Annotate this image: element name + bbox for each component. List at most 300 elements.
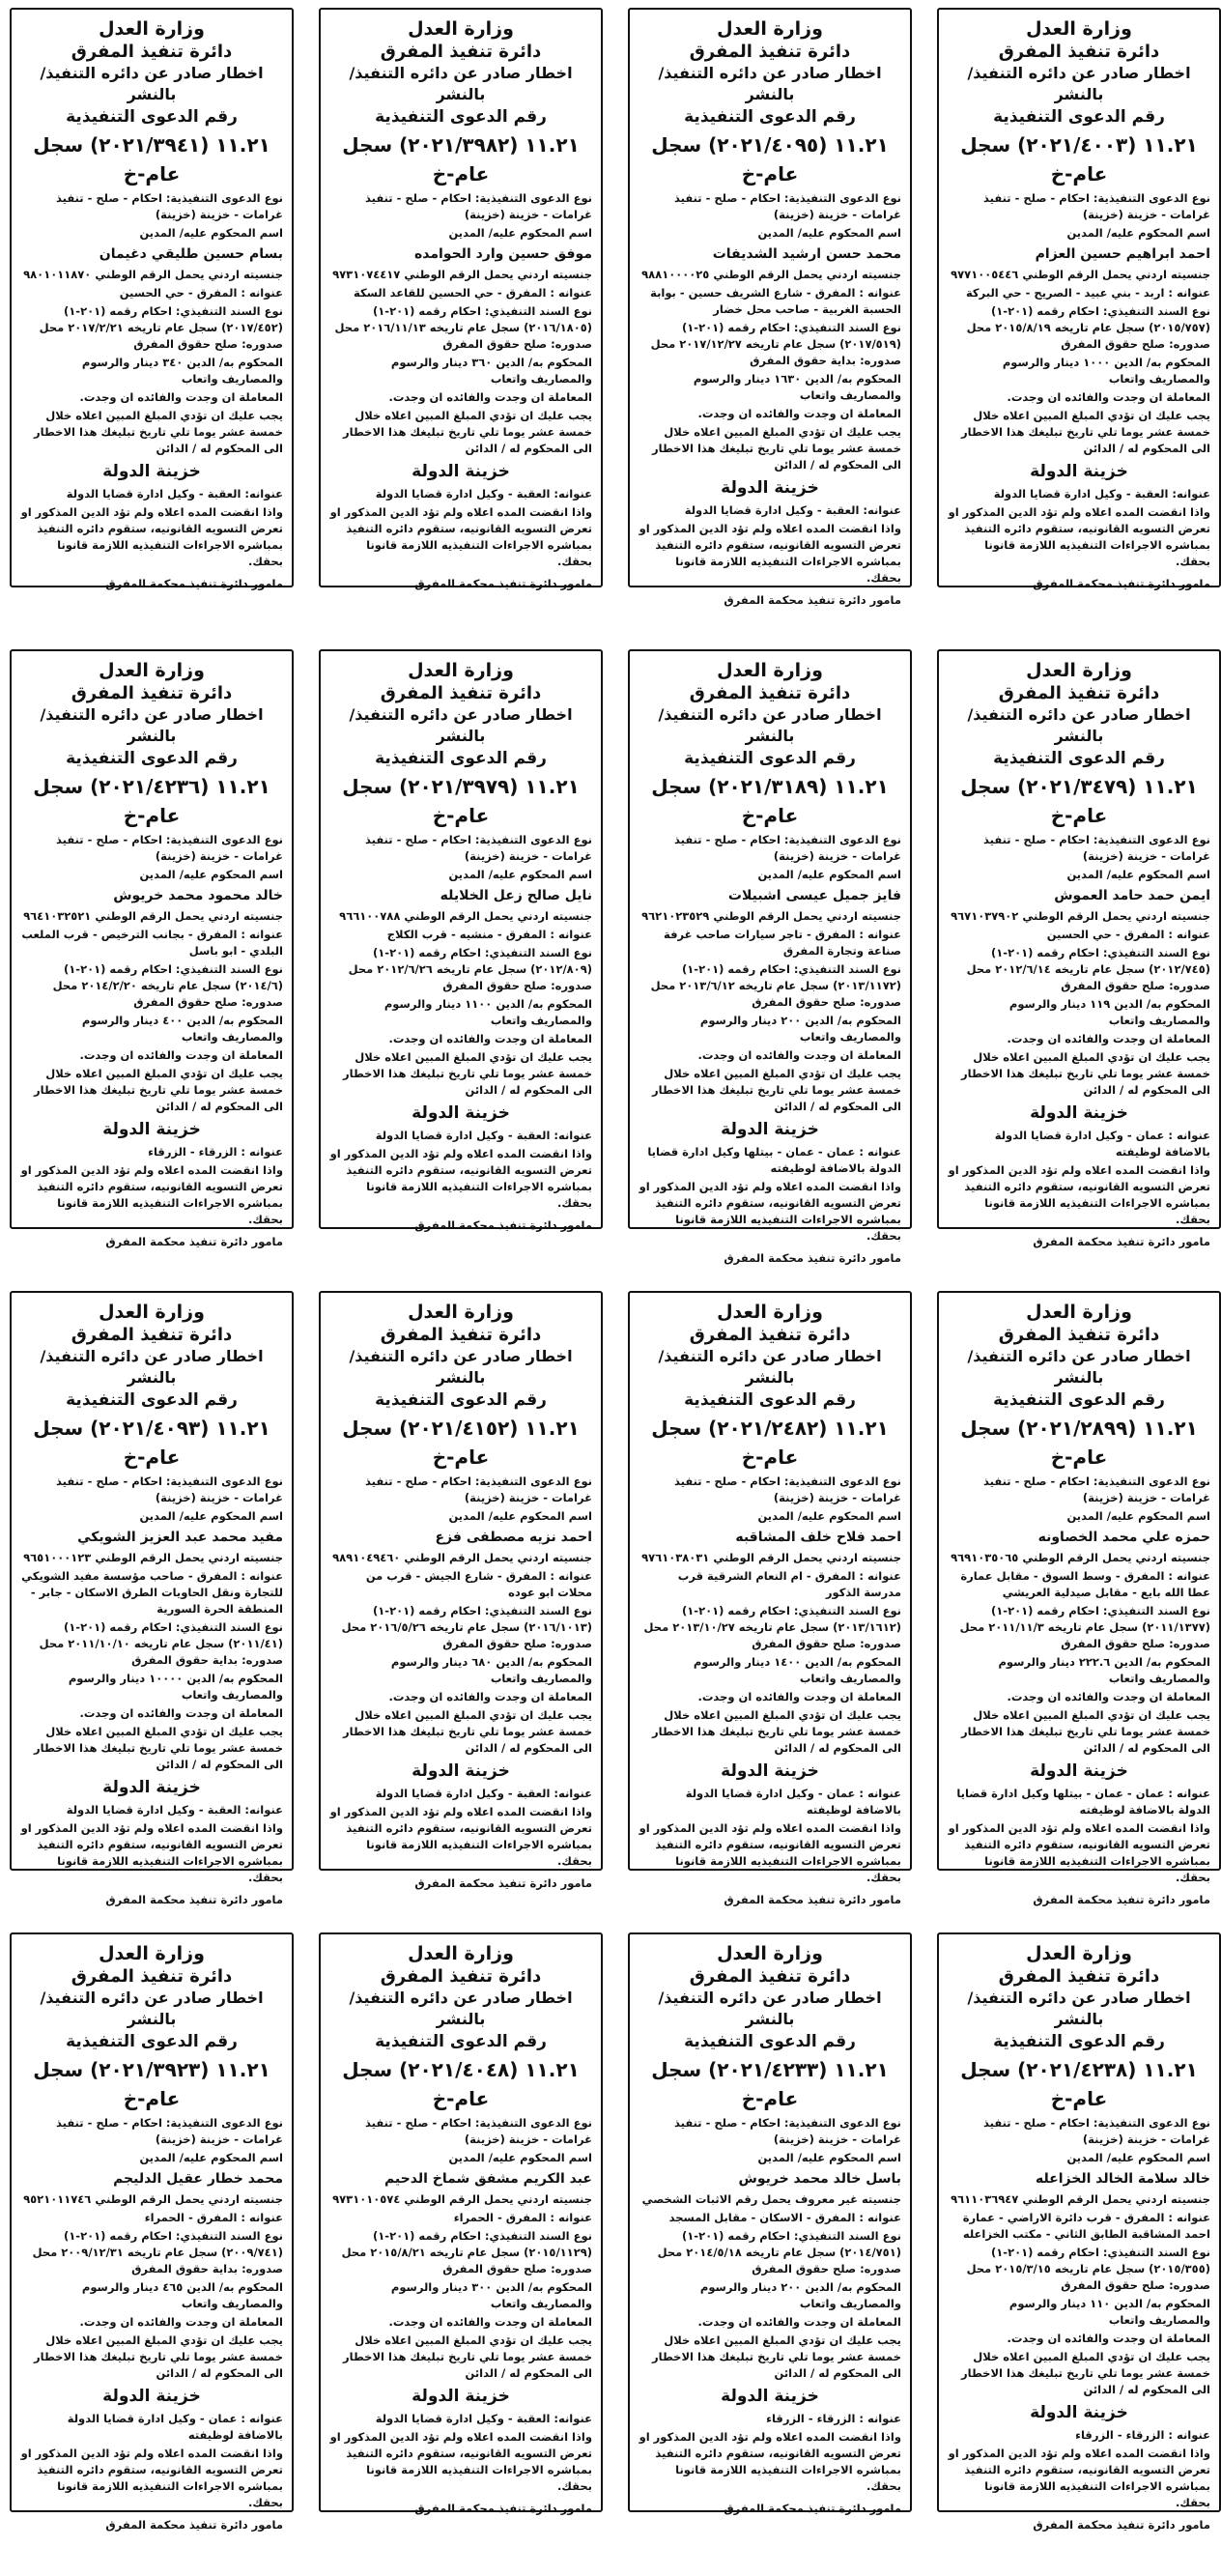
debtor-name: مفيد محمد عبد العزيز الشويكي — [77, 1530, 283, 1545]
interest-note: المعاملة ان وجدت والفائده ان وجدت. — [388, 2315, 592, 2329]
notice-title: اخطار صادر عن دائره التنفيذ/ بالنشر — [658, 705, 882, 745]
case-number: ١١.٢١ (٢٠٢١/٣٤٧٩) سجل عام-خ — [960, 775, 1198, 827]
warning-text: واذا انقضت المده اعلاه ولم تؤد الدين المذكور او تعرض التسويه القانونيه، ستقوم دائره التنفيذ بمباشره الاجراءات التنفيذيه اللازمة قانونا بحقك. — [639, 1821, 901, 1884]
warning-text: واذا انقضت المده اعلاه ولم تؤد الدين المذكور او تعرض التسويه القانونيه، ستقوم دائره التنفيذ بمباشره الاجراءات التنفيذيه اللازمة قانونا بحقك. — [948, 1821, 1210, 1884]
debtor-nationality: جنسيته اردني يحمل الرقم الوطني ٩٦٥١٠٠٠١٢٣ — [23, 1551, 283, 1564]
warning-text: واذا انقضت المده اعلاه ولم تؤد الدين المذكور او تعرض التسويه القانونيه، ستقوم دائره التنفيذ بمباشره الاجراءات التنفيذيه اللازمة قانونا بحقك. — [948, 2447, 1210, 2509]
debtor-address: عنوانه : المفرق - وسط السوق - مقابل عمارة عطا الله بايع - مقابل صيدلية العريشي — [960, 1569, 1210, 1599]
creditor-address: عنوانه : عمان - وكيل ادارة قضايا الدولة بالاضافة لوظيفته — [685, 1787, 901, 1817]
department-heading: دائرة تنفيذ المفرق — [380, 1966, 542, 1987]
payment-instruction: يجب عليك ان تؤدي المبلغ المبين اعلاه خلال خمسة عشر يوما تلي تاريخ تبليغك هذا الاخطار الى المحكوم له / الدائن — [961, 1708, 1210, 1755]
debtor-address: عنوانه : اربد - بني عبيد - الصريح - حي البركة — [965, 286, 1210, 300]
debt-amount: المحكوم به/ الدين ٦٨٠ دينار والرسوم والمصاريف واتعاب — [390, 1655, 592, 1685]
department-heading: دائرة تنفيذ المفرق — [380, 1325, 542, 1345]
debtor-nationality: جنسيته اردني يحمل الرقم الوطني ٩٨٩١٠٤٩٤٦٠ — [332, 1551, 592, 1564]
judgment-details: نوع السند التنفيذي: احكام رقمه (٢٠١-١) (٢٠١٧/٤٥٢) سجل عام تاريخه ٢٠١٧/٢/٢١ محل صدوره: صلح حقوق المفرق — [39, 304, 283, 351]
debtor-nationality: جنسيته اردني يحمل الرقم الوطني ٩٧٧١٠٠٥٤٤٦ — [951, 268, 1210, 281]
creditor-name: خزينة الدولة — [1030, 1103, 1128, 1123]
debtor-name: فايز جميل عيسى اشبيلات — [727, 888, 901, 903]
case-number: ١١.٢١ (٢٠٢١/٣٩٤١) سجل عام-خ — [33, 133, 270, 186]
interest-note: المعاملة ان وجدت والفائده ان وجدت. — [697, 1690, 901, 1703]
debtor-address: عنوانه : المفرق - الاسكان - مقابل المسجد — [668, 2211, 901, 2224]
debtor-label: اسم المحكوم عليه/ المدين — [1066, 1509, 1210, 1523]
warning-text: واذا انقضت المده اعلاه ولم تؤد الدين المذكور او تعرض التسويه القانونيه، ستقوم دائره التنفيذ بمباشره الاجراءات التنفيذيه اللازمة قانونا بحقك. — [948, 1163, 1210, 1226]
creditor-address: عنوانه : الزرقاء - الزرقاء — [148, 1145, 283, 1159]
department-heading: دائرة تنفيذ المفرق — [998, 42, 1160, 62]
warning-text: واذا انقضت المده اعلاه ولم تؤد الدين المذكور او تعرض التسويه القانونيه، ستقوم دائره التنفيذ بمباشره الاجراءات التنفيذيه اللازمة قانونا بحقك. — [20, 2447, 283, 2509]
ministry-heading: وزارة العدل — [99, 1302, 205, 1323]
creditor-address: عنوانه: العقبة - وكيل ادارة قضايا الدولة — [66, 487, 283, 501]
debtor-label: اسم المحكوم عليه/ المدين — [1066, 226, 1210, 240]
debtor-address: عنوانه : المفرق - صاحب مؤسسة مفيد الشويكي للتجارة ونقل الحاويات الطرق الاسكان - جابر - المنطقة الحرة السورية — [21, 1569, 283, 1616]
debtor-label: اسم المحكوم عليه/ المدين — [139, 2151, 283, 2164]
debtor-label: اسم المحكوم عليه/ المدين — [448, 868, 592, 881]
debtor-label: اسم المحكوم عليه/ المدين — [757, 226, 901, 240]
case-type: نوع الدعوى التنفيذية: احكام - صلح - تنفيذ غرامات - خزينة (خزينة) — [55, 833, 283, 863]
case-type: نوع الدعوى التنفيذية: احكام - صلح - تنفيذ غرامات - خزينة (خزينة) — [673, 2116, 901, 2146]
debtor-label: اسم المحكوم عليه/ المدين — [139, 1509, 283, 1523]
debtor-address: عنوانه : المفرق - حي الحسين — [119, 286, 283, 300]
legal-notice — [937, 1932, 1221, 2532]
ministry-heading: وزارة العدل — [99, 1943, 205, 1964]
creditor-address: عنوانه : عمان - عمان - بيتلها وكيل ادارة قضايا الدولة بالاضافة لوظيفته — [647, 1145, 901, 1175]
creditor-name: خزينة الدولة — [412, 1103, 510, 1123]
legal-notice — [319, 1932, 603, 2515]
creditor-address: عنوانه: العقبة - وكيل ادارة قضايا الدولة — [993, 487, 1210, 501]
case-number: ١١.٢١ (٢٠٢١/٣٩٧٩) سجل عام-خ — [342, 775, 580, 827]
judgment-details: نوع السند التنفيذي: احكام رقمه (٢٠١-١) (٢٠١٥/٧٥٧) سجل عام تاريخه ٢٠١٥/٨/١٩ محل صدوره: صلح حقوق المفرق — [966, 304, 1210, 351]
warning-text: واذا انقضت المده اعلاه ولم تؤد الدين المذكور او تعرض التسويه القانونيه، ستقوم دائره التنفيذ بمباشره الاجراءات التنفيذيه اللازمة قانونا بحقك. — [329, 1147, 592, 1210]
debtor-label: اسم المحكوم عليه/ المدين — [757, 1509, 901, 1523]
notice-title: اخطار صادر عن دائره التنفيذ/ بالنشر — [658, 1989, 882, 2028]
creditor-name: خزينة الدولة — [412, 1761, 510, 1781]
creditor-name: خزينة الدولة — [102, 1778, 201, 1797]
officer-signature: مامور دائرة تنفيذ محكمة المفرق — [414, 577, 592, 590]
case-number: ١١.٢١ (٢٠٢١/٤١٥٢) سجل عام-خ — [342, 1417, 580, 1469]
creditor-address: عنوانه: العقبة - وكيل ادارة قضايا الدولة — [684, 503, 901, 517]
ministry-heading: وزارة العدل — [717, 1943, 823, 1964]
notice-title: اخطار صادر عن دائره التنفيذ/ بالنشر — [658, 64, 882, 103]
payment-instruction: يجب عليك ان تؤدي المبلغ المبين اعلاه خلال خمسة عشر يوما تلي تاريخ تبليغك هذا الاخطار الى المحكوم له / الدائن — [961, 2350, 1210, 2396]
debtor-address: عنوانه : المفرق - الحمراء — [144, 2211, 283, 2224]
case-type: نوع الدعوى التنفيذية: احكام - صلح - تنفيذ غرامات - خزينة (خزينة) — [982, 2116, 1210, 2146]
case-type: نوع الدعوى التنفيذية: احكام - صلح - تنفيذ غرامات - خزينة (خزينة) — [673, 833, 901, 863]
debtor-nationality: جنسيته اردني يحمل الرقم الوطني ٩٥٢١٠١١٧٤٦ — [23, 2192, 283, 2206]
creditor-name: خزينة الدولة — [1030, 2403, 1128, 2422]
notice-title: اخطار صادر عن دائره التنفيذ/ بالنشر — [40, 64, 264, 103]
legal-notice — [10, 1932, 294, 2532]
debtor-address: عنوانه : المفرق - تاجر سيارات صاحب غرفة صناعة وتجارة المفرق — [664, 928, 901, 958]
payment-instruction: يجب عليك ان تؤدي المبلغ المبين اعلاه خلال خمسة عشر يوما تلي تاريخ تبليغك هذا الاخطار الى المحكوم له / الدائن — [652, 1067, 901, 1113]
warning-text: واذا انقضت المده اعلاه ولم تؤد الدين المذكور او تعرض التسويه القانونيه، ستقوم دائره التنفيذ بمباشره الاجراءات التنفيذيه اللازمة قانونا بحقك. — [639, 522, 901, 585]
debtor-address: عنوانه : المفرق - شارع الجيش - قرب من محلات ابو عوده — [365, 1569, 592, 1599]
debt-amount: المحكوم به/ الدين ٣٠٠ دينار والرسوم والمصاريف واتعاب — [390, 2280, 592, 2310]
interest-note: المعاملة ان وجدت والفائده ان وجدت. — [79, 390, 283, 404]
department-heading: دائرة تنفيذ المفرق — [71, 683, 233, 703]
officer-signature: مامور دائرة تنفيذ محكمة المفرق — [105, 1893, 283, 1906]
creditor-address: عنوانه : عمان - وكيل ادارة قضايا الدولة بالاضافة لوظيفته — [67, 2412, 283, 2442]
case-title: رقم الدعوى التنفيذية — [375, 2032, 547, 2051]
payment-instruction: يجب عليك ان تؤدي المبلغ المبين اعلاه خلال خمسة عشر يوما تلي تاريخ تبليغك هذا الاخطار الى المحكوم له / الدائن — [343, 1050, 592, 1097]
debt-amount: المحكوم به/ الدين ١٠٠٠ دينار والرسوم والمصاريف واتعاب — [1002, 356, 1210, 386]
case-number: ١١.٢١ (٢٠٢١/٢٨٩٩) سجل عام-خ — [960, 1417, 1198, 1469]
officer-signature: مامور دائرة تنفيذ محكمة المفرق — [1033, 1235, 1210, 1248]
debtor-name: عبد الكريم مشفق شماخ الدحيم — [383, 2171, 592, 2187]
debt-amount: المحكوم به/ الدين ٣٤٠ دينار والرسوم والمصاريف واتعاب — [81, 356, 283, 386]
case-number: ١١.٢١ (٢٠٢١/٢٤٨٢) سجل عام-خ — [651, 1417, 889, 1469]
debtor-address: عنوانه : المفرق - بجانب الترخيص - قرب الملعب البلدي - ابو باسل — [21, 928, 283, 958]
debtor-name: احمد ابراهيم حسين العزام — [1035, 246, 1210, 262]
debtor-nationality: جنسيته اردني يحمل الرقم الوطني ٩٦٢١٠٢٣٥٢٩ — [641, 909, 901, 923]
case-number: ١١.٢١ (٢٠٢١/٤٢٣٦) سجل عام-خ — [33, 775, 270, 827]
debt-amount: المحكوم به/ الدين ٢٠٠ دينار والرسوم والمصاريف واتعاب — [699, 2280, 901, 2310]
notice-title: اخطار صادر عن دائره التنفيذ/ بالنشر — [967, 1347, 1191, 1387]
case-number: ١١.٢١ (٢٠٢١/٣٩٢٣) سجل عام-خ — [33, 2058, 270, 2110]
case-title: رقم الدعوى التنفيذية — [684, 107, 856, 127]
judgment-details: نوع السند التنفيذي: احكام رقمه (٢٠١-١) (٢٠١٣/١٦١٢) سجل عام تاريخه ٢٠١٣/١٠/٢٧ محل صدوره: صلح حقوق المفرق — [643, 1604, 901, 1650]
notice-title: اخطار صادر عن دائره التنفيذ/ بالنشر — [349, 1347, 573, 1387]
case-type: نوع الدعوى التنفيذية: احكام - صلح - تنفيذ غرامات - خزينة (خزينة) — [364, 833, 592, 863]
warning-text: واذا انقضت المده اعلاه ولم تؤد الدين المذكور او تعرض التسويه القانونيه، ستقوم دائره التنفيذ بمباشره الاجراءات التنفيذيه اللازمة قانونا بحقك. — [20, 1163, 283, 1226]
debtor-name: حمزه علي محمد الخصاونه — [1037, 1530, 1210, 1545]
case-type: نوع الدعوى التنفيذية: احكام - صلح - تنفيذ غرامات - خزينة (خزينة) — [673, 191, 901, 221]
debtor-address: عنوانه : المفرق - ام النعام الشرقية قرب مدرسة الذكور — [677, 1569, 901, 1599]
notice-title: اخطار صادر عن دائره التنفيذ/ بالنشر — [349, 705, 573, 745]
case-type: نوع الدعوى التنفيذية: احكام - صلح - تنفيذ غرامات - خزينة (خزينة) — [55, 2116, 283, 2146]
debtor-nationality: جنسيته اردني يحمل الرقم الوطني ٩٦٤١٠٣٢٥٢١ — [23, 909, 283, 923]
legal-notice — [628, 8, 912, 607]
ministry-heading: وزارة العدل — [717, 18, 823, 40]
judgment-details: نوع السند التنفيذي: احكام رقمه (٢٠١-١) (٢٠١٣/١١٧٢) سجل عام تاريخه ٢٠١٣/٦/١٢ محل صدوره: صلح حقوق المفرق — [650, 962, 901, 1009]
creditor-name: خزينة الدولة — [721, 1120, 819, 1139]
legal-notice — [628, 1932, 912, 2515]
warning-text: واذا انقضت المده اعلاه ولم تؤد الدين المذكور او تعرض التسويه القانونيه، ستقوم دائره التنفيذ بمباشره الاجراءات التنفيذيه اللازمة قانونا بحقك. — [948, 505, 1210, 568]
ministry-heading: وزارة العدل — [1026, 18, 1132, 40]
case-title: رقم الدعوى التنفيذية — [993, 1390, 1165, 1410]
case-title: رقم الدعوى التنفيذية — [66, 107, 238, 127]
debtor-label: اسم المحكوم عليه/ المدين — [139, 868, 283, 881]
officer-signature: مامور دائرة تنفيذ محكمة المفرق — [724, 1893, 901, 1906]
notice-title: اخطار صادر عن دائره التنفيذ/ بالنشر — [967, 64, 1191, 103]
legal-notice — [10, 1291, 294, 1906]
ministry-heading: وزارة العدل — [1026, 1302, 1132, 1323]
judgment-details: نوع السند التنفيذي: احكام رقمه (٢٠١-١) (٢٠١٤/٦) سجل عام تاريخه ٢٠١٤/٢/٢٠ محل صدوره: صلح حقوق المفرق — [52, 962, 283, 1009]
department-heading: دائرة تنفيذ المفرق — [689, 42, 851, 62]
debtor-name: خالد سلامة الخالد الخزاعله — [1035, 2171, 1210, 2187]
ministry-heading: وزارة العدل — [99, 18, 205, 40]
officer-signature: مامور دائرة تنفيذ محكمة المفرق — [105, 1235, 283, 1248]
judgment-details: نوع السند التنفيذي: احكام رقمه (٢٠١-١) (٢٠١٤/٧٥١) سجل عام تاريخه ٢٠١٤/٥/١٨ محل صدوره: صلح حقوق المفرق — [657, 2229, 901, 2275]
debtor-name: احمد نزيه مصطفى فزع — [435, 1530, 592, 1545]
interest-note: المعاملة ان وجدت والفائده ان وجدت. — [1007, 2332, 1210, 2345]
debtor-name: احمد فلاح خلف المشاقبه — [735, 1530, 901, 1545]
case-type: نوع الدعوى التنفيذية: احكام - صلح - تنفيذ غرامات - خزينة (خزينة) — [982, 1474, 1210, 1504]
interest-note: المعاملة ان وجدت والفائده ان وجدت. — [697, 1048, 901, 1062]
interest-note: المعاملة ان وجدت والفائده ان وجدت. — [1007, 1032, 1210, 1045]
notice-title: اخطار صادر عن دائره التنفيذ/ بالنشر — [40, 705, 264, 745]
creditor-name: خزينة الدولة — [1030, 1761, 1128, 1781]
officer-signature: مامور دائرة تنفيذ محكمة المفرق — [724, 1251, 901, 1265]
debt-amount: المحكوم به/ الدين ١٦٣٠ دينار والرسوم والمصاريف واتعاب — [693, 372, 901, 402]
case-type: نوع الدعوى التنفيذية: احكام - صلح - تنفيذ غرامات - خزينة (خزينة) — [982, 833, 1210, 863]
debt-amount: المحكوم به/ الدين ٤٦٥ دينار والرسوم والمصاريف واتعاب — [81, 2280, 283, 2310]
case-title: رقم الدعوى التنفيذية — [993, 2032, 1165, 2051]
department-heading: دائرة تنفيذ المفرق — [998, 1325, 1160, 1345]
creditor-name: خزينة الدولة — [412, 2387, 510, 2406]
creditor-name: خزينة الدولة — [721, 478, 819, 498]
legal-notice — [937, 1291, 1221, 1906]
department-heading: دائرة تنفيذ المفرق — [998, 683, 1160, 703]
creditor-address: عنوانه: العقبة - وكيل ادارة قضايا الدولة — [66, 1803, 283, 1817]
interest-note: المعاملة ان وجدت والفائده ان وجدت. — [79, 2315, 283, 2329]
judgment-details: نوع السند التنفيذي: احكام رقمه (٢٠١-١) (٢٠١٦/١٨٠٥) سجل عام تاريخه ٢٠١٦/١١/١٣ محل صدوره: صلح حقوق المفرق — [334, 304, 592, 351]
judgment-details: نوع السند التنفيذي: احكام رقمه (٢٠١-١) (٢٠٠٩/٧٤١) سجل عام تاريخه ٢٠٠٩/١٢/٣١ محل صدوره: بداية حقوق المفرق — [32, 2229, 283, 2275]
officer-signature: مامور دائرة تنفيذ محكمة المفرق — [724, 593, 901, 607]
case-number: ١١.٢١ (٢٠٢١/٣١٨٩) سجل عام-خ — [651, 775, 889, 827]
payment-instruction: يجب عليك ان تؤدي المبلغ المبين اعلاه خلال خمسة عشر يوما تلي تاريخ تبليغك هذا الاخطار الى المحكوم له / الدائن — [34, 1725, 283, 1771]
case-title: رقم الدعوى التنفيذية — [66, 2032, 238, 2051]
case-title: رقم الدعوى التنفيذية — [993, 107, 1165, 127]
payment-instruction: يجب عليك ان تؤدي المبلغ المبين اعلاه خلال خمسة عشر يوما تلي تاريخ تبليغك هذا الاخطار الى المحكوم له / الدائن — [961, 409, 1210, 455]
debt-amount: المحكوم به/ الدين ١٤٠٠ دينار والرسوم والمصاريف واتعاب — [693, 1655, 901, 1685]
case-title: رقم الدعوى التنفيذية — [684, 1390, 856, 1410]
creditor-address: عنوانه: العقبة - وكيل ادارة قضايا الدولة — [375, 1129, 592, 1142]
case-type: نوع الدعوى التنفيذية: احكام - صلح - تنفيذ غرامات - خزينة (خزينة) — [55, 1474, 283, 1504]
debtor-name: محمد حسن ارشيد الشديفات — [712, 246, 901, 262]
department-heading: دائرة تنفيذ المفرق — [380, 683, 542, 703]
case-title: رقم الدعوى التنفيذية — [375, 749, 547, 768]
case-title: رقم الدعوى التنفيذية — [993, 749, 1165, 768]
case-number: ١١.٢١ (٢٠٢١/٤٠٠٣) سجل عام-خ — [960, 133, 1198, 186]
debtor-nationality: جنسيته اردني يحمل الرقم الوطني ٩٧٣١٠٧٤٤١٧ — [332, 268, 592, 281]
creditor-name: خزينة الدولة — [721, 2387, 819, 2406]
debt-amount: المحكوم به/ الدين ٢٢٢.٦ دينار والرسوم والمصاريف واتعاب — [998, 1655, 1210, 1685]
officer-signature: مامور دائرة تنفيذ محكمة المفرق — [724, 2502, 901, 2515]
debtor-address: عنوانه : المفرق - قرب دائرة الاراضي - عمارة احمد المشاقبة الطابق الثاني - مكتب الخزاعله — [962, 2211, 1210, 2241]
debtor-nationality: جنسيته غير معروف يحمل رقم الاثبات الشخصي — [641, 2192, 901, 2206]
notice-title: اخطار صادر عن دائره التنفيذ/ بالنشر — [967, 1989, 1191, 2028]
ministry-heading: وزارة العدل — [408, 1302, 514, 1323]
debtor-nationality: جنسيته اردني يحمل الرقم الوطني ٩٨٠١٠١١٨٧٠ — [23, 268, 283, 281]
ministry-heading: وزارة العدل — [408, 660, 514, 681]
case-type: نوع الدعوى التنفيذية: احكام - صلح - تنفيذ غرامات - خزينة (خزينة) — [673, 1474, 901, 1504]
ministry-heading: وزارة العدل — [717, 1302, 823, 1323]
debtor-nationality: جنسيته اردني يحمل الرقم الوطني ٩٦٧١٠٣٧٩٠٢ — [951, 909, 1210, 923]
payment-instruction: يجب عليك ان تؤدي المبلغ المبين اعلاه خلال خمسة عشر يوما تلي تاريخ تبليغك هذا الاخطار الى المحكوم له / الدائن — [652, 1708, 901, 1755]
case-title: رقم الدعوى التنفيذية — [375, 1390, 547, 1410]
department-heading: دائرة تنفيذ المفرق — [689, 683, 851, 703]
case-title: رقم الدعوى التنفيذية — [66, 749, 238, 768]
debtor-nationality: جنسيته اردني يحمل الرقم الوطني ٩٦٩١٠٣٥٠٦٥ — [951, 1551, 1210, 1564]
case-type: نوع الدعوى التنفيذية: احكام - صلح - تنفيذ غرامات - خزينة (خزينة) — [982, 191, 1210, 221]
payment-instruction: يجب عليك ان تؤدي المبلغ المبين اعلاه خلال خمسة عشر يوما تلي تاريخ تبليغك هذا الاخطار الى المحكوم له / الدائن — [343, 2333, 592, 2380]
legal-notice — [937, 649, 1221, 1248]
debtor-name: باسل خالد محمد خريوش — [738, 2171, 901, 2187]
legal-notice — [10, 649, 294, 1248]
department-heading: دائرة تنفيذ المفرق — [689, 1325, 851, 1345]
debtor-name: نايل صالح زعل الخلايله — [440, 888, 592, 903]
department-heading: دائرة تنفيذ المفرق — [380, 42, 542, 62]
case-type: نوع الدعوى التنفيذية: احكام - صلح - تنفيذ غرامات - خزينة (خزينة) — [55, 191, 283, 221]
department-heading: دائرة تنفيذ المفرق — [71, 1966, 233, 1987]
ministry-heading: وزارة العدل — [99, 660, 205, 681]
interest-note: المعاملة ان وجدت والفائده ان وجدت. — [79, 1048, 283, 1062]
case-type: نوع الدعوى التنفيذية: احكام - صلح - تنفيذ غرامات - خزينة (خزينة) — [364, 1474, 592, 1504]
case-title: رقم الدعوى التنفيذية — [684, 2032, 856, 2051]
warning-text: واذا انقضت المده اعلاه ولم تؤد الدين المذكور او تعرض التسويه القانونيه، ستقوم دائره التنفيذ بمباشره الاجراءات التنفيذيه اللازمة قانونا بحقك. — [329, 505, 592, 568]
case-title: رقم الدعوى التنفيذية — [375, 107, 547, 127]
notice-title: اخطار صادر عن دائره التنفيذ/ بالنشر — [658, 1347, 882, 1387]
debtor-name: خالد محمود محمد خريوش — [113, 888, 283, 903]
ministry-heading: وزارة العدل — [408, 1943, 514, 1964]
ministry-heading: وزارة العدل — [1026, 660, 1132, 681]
payment-instruction: يجب عليك ان تؤدي المبلغ المبين اعلاه خلال خمسة عشر يوما تلي تاريخ تبليغك هذا الاخطار الى المحكوم له / الدائن — [652, 425, 901, 472]
officer-signature: مامور دائرة تنفيذ محكمة المفرق — [105, 2518, 283, 2532]
case-number: ١١.٢١ (٢٠٢١/٤٢٣٨) سجل عام-خ — [960, 2058, 1198, 2110]
case-title: رقم الدعوى التنفيذية — [66, 1390, 238, 1410]
officer-signature: مامور دائرة تنفيذ محكمة المفرق — [414, 1218, 592, 1232]
ministry-heading: وزارة العدل — [717, 660, 823, 681]
debt-amount: المحكوم به/ الدين ١١٠ دينار والرسوم والمصاريف واتعاب — [1008, 2297, 1210, 2327]
officer-signature: مامور دائرة تنفيذ محكمة المفرق — [105, 577, 283, 590]
interest-note: المعاملة ان وجدت والفائده ان وجدت. — [1007, 390, 1210, 404]
payment-instruction: يجب عليك ان تؤدي المبلغ المبين اعلاه خلال خمسة عشر يوما تلي تاريخ تبليغك هذا الاخطار الى المحكوم له / الدائن — [34, 2333, 283, 2380]
creditor-name: خزينة الدولة — [1030, 462, 1128, 481]
ministry-heading: وزارة العدل — [408, 18, 514, 40]
creditor-address: عنوانه : عمان - عمان - بيتلها وكيل ادارة قضايا الدولة بالاضافة لوظيفته — [956, 1787, 1210, 1817]
creditor-address: عنوانه : عمان - وكيل ادارة قضايا الدولة بالاضافة لوظيفته — [994, 1129, 1210, 1159]
creditor-address: عنوانه: العقبة - وكيل ادارة قضايا الدولة — [375, 1787, 592, 1800]
case-number: ١١.٢١ (٢٠٢١/٤٢٣٣) سجل عام-خ — [651, 2058, 889, 2110]
payment-instruction: يجب عليك ان تؤدي المبلغ المبين اعلاه خلال خمسة عشر يوما تلي تاريخ تبليغك هذا الاخطار الى المحكوم له / الدائن — [34, 1067, 283, 1113]
interest-note: المعاملة ان وجدت والفائده ان وجدت. — [1007, 1690, 1210, 1703]
officer-signature: مامور دائرة تنفيذ محكمة المفرق — [414, 2502, 592, 2515]
debtor-label: اسم المحكوم عليه/ المدين — [1066, 2151, 1210, 2164]
payment-instruction: يجب عليك ان تؤدي المبلغ المبين اعلاه خلال خمسة عشر يوما تلي تاريخ تبليغك هذا الاخطار الى المحكوم له / الدائن — [34, 409, 283, 455]
debtor-name: محمد خطار عقيل الدليجم — [113, 2171, 283, 2187]
debt-amount: المحكوم به/ الدين ٢٠٠ دينار والرسوم والمصاريف واتعاب — [699, 1014, 901, 1044]
interest-note: المعاملة ان وجدت والفائده ان وجدت. — [388, 1032, 592, 1045]
debtor-label: اسم المحكوم عليه/ المدين — [448, 2151, 592, 2164]
creditor-address: عنوانه : الزرقاء - الزرقاء — [1075, 2428, 1210, 2442]
warning-text: واذا انقضت المده اعلاه ولم تؤد الدين المذكور او تعرض التسويه القانونيه، ستقوم دائره التنفيذ بمباشره الاجراءات التنفيذيه اللازمة قانونا بحقك. — [329, 2430, 592, 2493]
notice-title: اخطار صادر عن دائره التنفيذ/ بالنشر — [40, 1347, 264, 1387]
debt-amount: المحكوم به/ الدين ٤٠٠ دينار والرسوم والمصاريف واتعاب — [81, 1014, 283, 1044]
creditor-address: عنوانه: العقبة - وكيل ادارة قضايا الدولة — [375, 487, 592, 501]
payment-instruction: يجب عليك ان تؤدي المبلغ المبين اعلاه خلال خمسة عشر يوما تلي تاريخ تبليغك هذا الاخطار الى المحكوم له / الدائن — [652, 2333, 901, 2380]
debtor-address: عنوانه : المفرق - منشيه - قرب الكلاج — [386, 928, 592, 941]
notice-title: اخطار صادر عن دائره التنفيذ/ بالنشر — [349, 1989, 573, 2028]
judgment-details: نوع السند التنفيذي: احكام رقمه (٢٠١-١) (٢٠١٢/٨٠٩) سجل عام تاريخه ٢٠١٢/٦/٢٦ محل صدوره: صلح حقوق المفرق — [348, 946, 592, 992]
interest-note: المعاملة ان وجدت والفائده ان وجدت. — [697, 2315, 901, 2329]
debt-amount: المحكوم به/ الدين ١١٩ دينار والرسوم والمصاريف واتعاب — [1008, 997, 1210, 1027]
creditor-name: خزينة الدولة — [102, 2387, 201, 2406]
debtor-address: عنوانه : المفرق - شارع الشريف حسين - بوابة الحسبة الغربية - صاحب محل خضار — [650, 286, 901, 316]
case-title: رقم الدعوى التنفيذية — [684, 749, 856, 768]
notice-title: اخطار صادر عن دائره التنفيذ/ بالنشر — [967, 705, 1191, 745]
case-number: ١١.٢١ (٢٠٢١/٤٠٤٨) سجل عام-خ — [342, 2058, 580, 2110]
debtor-nationality: جنسيته اردني يحمل الرقم الوطني ٩٧٦١٠٣٨٠٣١ — [641, 1551, 901, 1564]
department-heading: دائرة تنفيذ المفرق — [71, 1325, 233, 1345]
debtor-label: اسم المحكوم عليه/ المدين — [448, 1509, 592, 1523]
debtor-nationality: جنسيته اردني يحمل الرقم الوطني ٩٦١١٠٣٦٩٤٧ — [951, 2192, 1210, 2206]
creditor-name: خزينة الدولة — [721, 1761, 819, 1781]
legal-notice — [937, 8, 1221, 590]
payment-instruction: يجب عليك ان تؤدي المبلغ المبين اعلاه خلال خمسة عشر يوما تلي تاريخ تبليغك هذا الاخطار الى المحكوم له / الدائن — [343, 409, 592, 455]
debtor-nationality: جنسيته اردني يحمل الرقم الوطني ٩٧٣١٠١٠٥٧٤ — [332, 2192, 592, 2206]
interest-note: المعاملة ان وجدت والفائده ان وجدت. — [388, 1690, 592, 1703]
debtor-address: عنوانه : المفرق - الحمراء — [453, 2211, 592, 2224]
interest-note: المعاملة ان وجدت والفائده ان وجدت. — [697, 407, 901, 420]
department-heading: دائرة تنفيذ المفرق — [998, 1966, 1160, 1987]
officer-signature: مامور دائرة تنفيذ محكمة المفرق — [414, 1876, 592, 1890]
case-number: ١١.٢١ (٢٠٢١/٤٠٩٣) سجل عام-خ — [33, 1417, 270, 1469]
case-number: ١١.٢١ (٢٠٢١/٣٩٨٢) سجل عام-خ — [342, 133, 580, 186]
judgment-details: نوع السند التنفيذي: احكام رقمه (٢٠١-١) (٢٠١٢/٧٤٥) سجل عام تاريخه ٢٠١٢/٦/١٤ محل صدوره: صلح حقوق المفرق — [966, 946, 1210, 992]
department-heading: دائرة تنفيذ المفرق — [71, 42, 233, 62]
legal-notice — [319, 8, 603, 590]
creditor-address: عنوانه : الزرقاء - الزرقاء — [766, 2412, 901, 2425]
legal-notice — [319, 1291, 603, 1890]
officer-signature: مامور دائرة تنفيذ محكمة المفرق — [1033, 577, 1210, 590]
warning-text: واذا انقضت المده اعلاه ولم تؤد الدين المذكور او تعرض التسويه القانونيه، ستقوم دائره التنفيذ بمباشره الاجراءات التنفيذيه اللازمة قانونا بحقك. — [329, 1805, 592, 1868]
judgment-details: نوع السند التنفيذي: احكام رقمه (٢٠١-١) (٢٠١٥/١١٢٩) سجل عام تاريخه ٢٠١٥/٨/٢١ محل صدوره: صلح حقوق المفرق — [341, 2229, 592, 2275]
debt-amount: المحكوم به/ الدين ١١٠٠ دينار والرسوم والمصاريف واتعاب — [383, 997, 592, 1027]
payment-instruction: يجب عليك ان تؤدي المبلغ المبين اعلاه خلال خمسة عشر يوما تلي تاريخ تبليغك هذا الاخطار الى المحكوم له / الدائن — [961, 1050, 1210, 1097]
creditor-name: خزينة الدولة — [102, 462, 201, 481]
officer-signature: مامور دائرة تنفيذ محكمة المفرق — [1033, 1893, 1210, 1906]
case-number: ١١.٢١ (٢٠٢١/٤٠٩٥) سجل عام-خ — [651, 133, 889, 186]
judgment-details: نوع السند التنفيذي: احكام رقمه (٢٠١-١) (٢٠١٦/١٠١٣) سجل عام تاريخه ٢٠١٦/٥/٢٦ محل صدوره: صلح حقوق المفرق — [341, 1604, 592, 1650]
warning-text: واذا انقضت المده اعلاه ولم تؤد الدين المذكور او تعرض التسويه القانونيه، ستقوم دائره التنفيذ بمباشره الاجراءات التنفيذيه اللازمة قانونا بحقك. — [20, 505, 283, 568]
notice-title: اخطار صادر عن دائره التنفيذ/ بالنشر — [40, 1989, 264, 2028]
legal-notice — [628, 649, 912, 1265]
debtor-nationality: جنسيته اردني يحمل الرقم الوطني ٩٦٦١٠٠٧٨٨ — [339, 909, 592, 923]
debtor-label: اسم المحكوم عليه/ المدين — [1066, 868, 1210, 881]
creditor-address: عنوانه: العقبة - وكيل ادارة قضايا الدولة — [375, 2412, 592, 2425]
judgment-details: نوع السند التنفيذي: احكام رقمه (٢٠١-١) (٢٠١٥/٣٥٥) سجل عام تاريخه ٢٠١٥/٣/١٥ محل صدوره: صلح حقوق المفرق — [966, 2246, 1210, 2292]
judgment-details: نوع السند التنفيذي: احكام رقمه (٢٠١-١) (٢٠١١/٤١) سجل عام تاريخه ٢٠١١/١٠/١٠ محل صدوره: بداية حقوق المفرق — [39, 1620, 283, 1667]
debtor-name: بسام حسين طليقي دغيمان — [99, 246, 283, 262]
case-type: نوع الدعوى التنفيذية: احكام - صلح - تنفيذ غرامات - خزينة (خزينة) — [364, 2116, 592, 2146]
legal-notice — [319, 649, 603, 1232]
interest-note: المعاملة ان وجدت والفائده ان وجدت. — [79, 1706, 283, 1720]
case-type: نوع الدعوى التنفيذية: احكام - صلح - تنفيذ غرامات - خزينة (خزينة) — [364, 191, 592, 221]
ministry-heading: وزارة العدل — [1026, 1943, 1132, 1964]
warning-text: واذا انقضت المده اعلاه ولم تؤد الدين المذكور او تعرض التسويه القانونيه، ستقوم دائره التنفيذ بمباشره الاجراءات التنفيذيه اللازمة قانونا بحقك. — [639, 2430, 901, 2493]
warning-text: واذا انقضت المده اعلاه ولم تؤد الدين المذكور او تعرض التسويه القانونيه، ستقوم دائره التنفيذ بمباشره الاجراءات التنفيذيه اللازمة قانونا بحقك. — [20, 1821, 283, 1884]
debtor-label: اسم المحكوم عليه/ المدين — [757, 868, 901, 881]
debtor-name: موفق حسين وارد الحوامده — [414, 246, 592, 262]
judgment-details: نوع السند التنفيذي: احكام رقمه (٢٠١-١) (٢٠١٧/٥١٩) سجل عام تاريخه ٢٠١٧/١٢/٢٧ محل صدوره: بداية حقوق المفرق — [650, 321, 901, 367]
warning-text: واذا انقضت المده اعلاه ولم تؤد الدين المذكور او تعرض التسويه القانونيه، ستقوم دائره التنفيذ بمباشره الاجراءات التنفيذيه اللازمة قانونا بحقك. — [639, 1180, 901, 1243]
officer-signature: مامور دائرة تنفيذ محكمة المفرق — [1033, 2518, 1210, 2532]
creditor-name: خزينة الدولة — [412, 462, 510, 481]
payment-instruction: يجب عليك ان تؤدي المبلغ المبين اعلاه خلال خمسة عشر يوما تلي تاريخ تبليغك هذا الاخطار الى المحكوم له / الدائن — [343, 1708, 592, 1755]
department-heading: دائرة تنفيذ المفرق — [689, 1966, 851, 1987]
debtor-label: اسم المحكوم عليه/ المدين — [757, 2151, 901, 2164]
debt-amount: المحكوم به/ الدين ٣٦٠ دينار والرسوم والمصاريف واتعاب — [390, 356, 592, 386]
debtor-label: اسم المحكوم عليه/ المدين — [139, 226, 283, 240]
debt-amount: المحكوم به/ الدين ١٠٠٠٠ دينار والرسوم والمصاريف واتعاب — [68, 1672, 283, 1702]
debtor-address: عنوانه : المفرق - حي الحسين — [1046, 928, 1210, 941]
debtor-label: اسم المحكوم عليه/ المدين — [448, 226, 592, 240]
interest-note: المعاملة ان وجدت والفائده ان وجدت. — [388, 390, 592, 404]
legal-notice — [10, 8, 294, 590]
notice-title: اخطار صادر عن دائره التنفيذ/ بالنشر — [349, 64, 573, 103]
creditor-name: خزينة الدولة — [102, 1120, 201, 1139]
debtor-address: عنوانه : المفرق - حي الحسين للقاعد السكة — [353, 286, 592, 300]
